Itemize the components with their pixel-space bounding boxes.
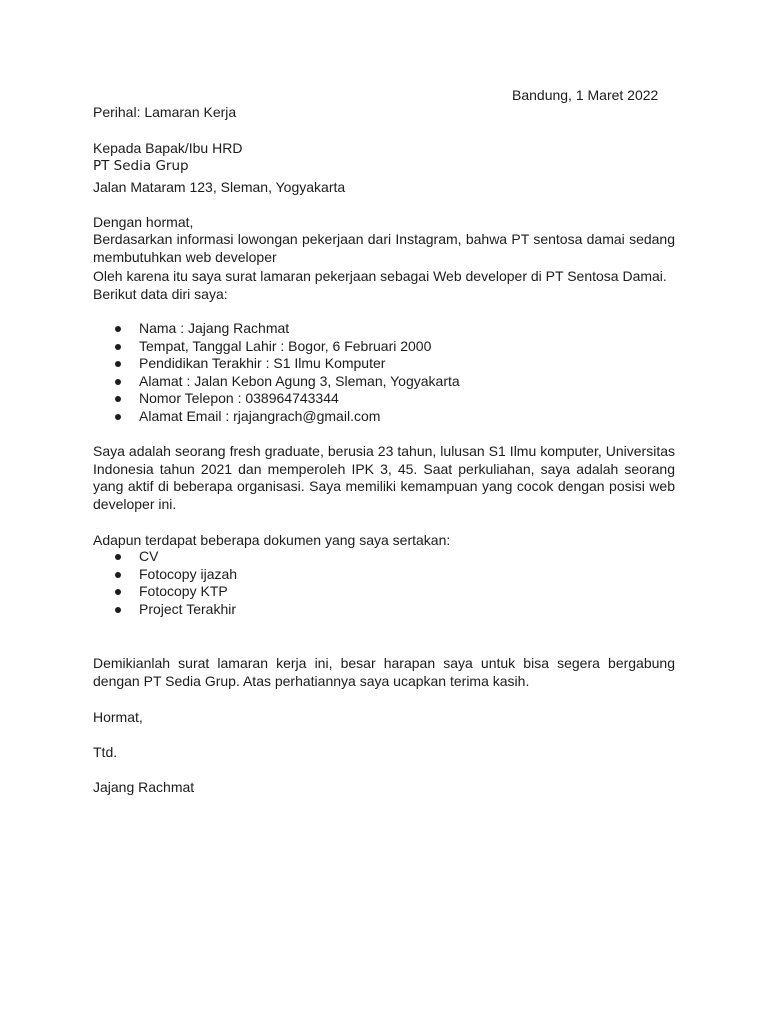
recipient-title: Kepada Bapak/Ibu HRD xyxy=(93,140,243,156)
documents-intro: Adapun terdapat beberapa dokumen yang saya sertakan: xyxy=(93,532,451,548)
regards: Hormat, xyxy=(93,709,143,725)
bullet-icon xyxy=(115,361,121,367)
bullet-icon xyxy=(115,344,121,350)
list-item: Project Terakhir xyxy=(93,601,237,619)
place-date: Bandung, 1 Maret 2022 xyxy=(512,87,659,103)
bullet-icon xyxy=(115,554,121,560)
bullet-icon xyxy=(115,396,121,402)
letter-page xyxy=(93,0,675,1024)
list-item: Tempat, Tanggal Lahir : Bogor, 6 Februari 2000 xyxy=(93,338,460,356)
closing-paragraph: Demikianlah surat lamaran kerja ini, besar harapan saya untuk bisa segera bergabung dengan PT Sedia Grup. Atas perhatiannya saya ucapkan terima kasih. xyxy=(93,655,675,689)
intro-paragraph-3: Berikut data diri saya: xyxy=(93,286,228,302)
recipient-company: PT Sedia Grup xyxy=(93,158,189,174)
bullet-icon xyxy=(115,589,121,595)
list-item: Fotocopy KTP xyxy=(93,583,237,601)
recipient-address: Jalan Mataram 123, Sleman, Yogyakarta xyxy=(93,179,346,195)
intro-paragraph: Berdasarkan informasi lowongan pekerjaan dari Instagram, bahwa PT sentosa damai sedang membutuhkan web developer xyxy=(93,231,675,265)
bullet-icon xyxy=(115,607,121,613)
documents-list xyxy=(93,548,237,618)
bullet-icon xyxy=(115,379,121,385)
list-item: Alamat Email : rjajangrach@gmail.com xyxy=(93,408,460,426)
sender-name: Jajang Rachmat xyxy=(93,779,195,795)
list-item: Alamat : Jalan Kebon Agung 3, Sleman, Yogyakarta xyxy=(93,373,460,391)
summary-paragraph: Saya adalah seorang fresh graduate, berusia 23 tahun, lulusan S1 Ilmu komputer, Universitas Indonesia tahun 2021 dan memperoleh IPK 3, 45. Saat perkuliahan, saya adalah seorang yang aktif di beberapa organisasi. Saya memiliki kemampuan yang cocok dengan posisi web developer ini. xyxy=(93,443,675,512)
personal-data-list xyxy=(93,320,460,426)
signature-label: Ttd. xyxy=(93,744,118,760)
bullet-icon xyxy=(115,326,121,332)
list-item: Fotocopy ijazah xyxy=(93,566,237,584)
intro-paragraph-2: Oleh karena itu saya surat lamaran pekerjaan sebagai Web developer di PT Sentosa Damai. xyxy=(93,268,667,284)
list-item: Nomor Telepon : 038964743344 xyxy=(93,390,460,408)
list-item: Nama : Jajang Rachmat xyxy=(93,320,460,338)
bullet-icon xyxy=(115,572,121,578)
bullet-icon xyxy=(115,414,121,420)
greeting: Dengan hormat, xyxy=(93,214,194,230)
list-item: CV xyxy=(93,548,237,566)
subject-line: Perihal: Lamaran Kerja xyxy=(93,104,237,120)
list-item: Pendidikan Terakhir : S1 Ilmu Komputer xyxy=(93,355,460,373)
